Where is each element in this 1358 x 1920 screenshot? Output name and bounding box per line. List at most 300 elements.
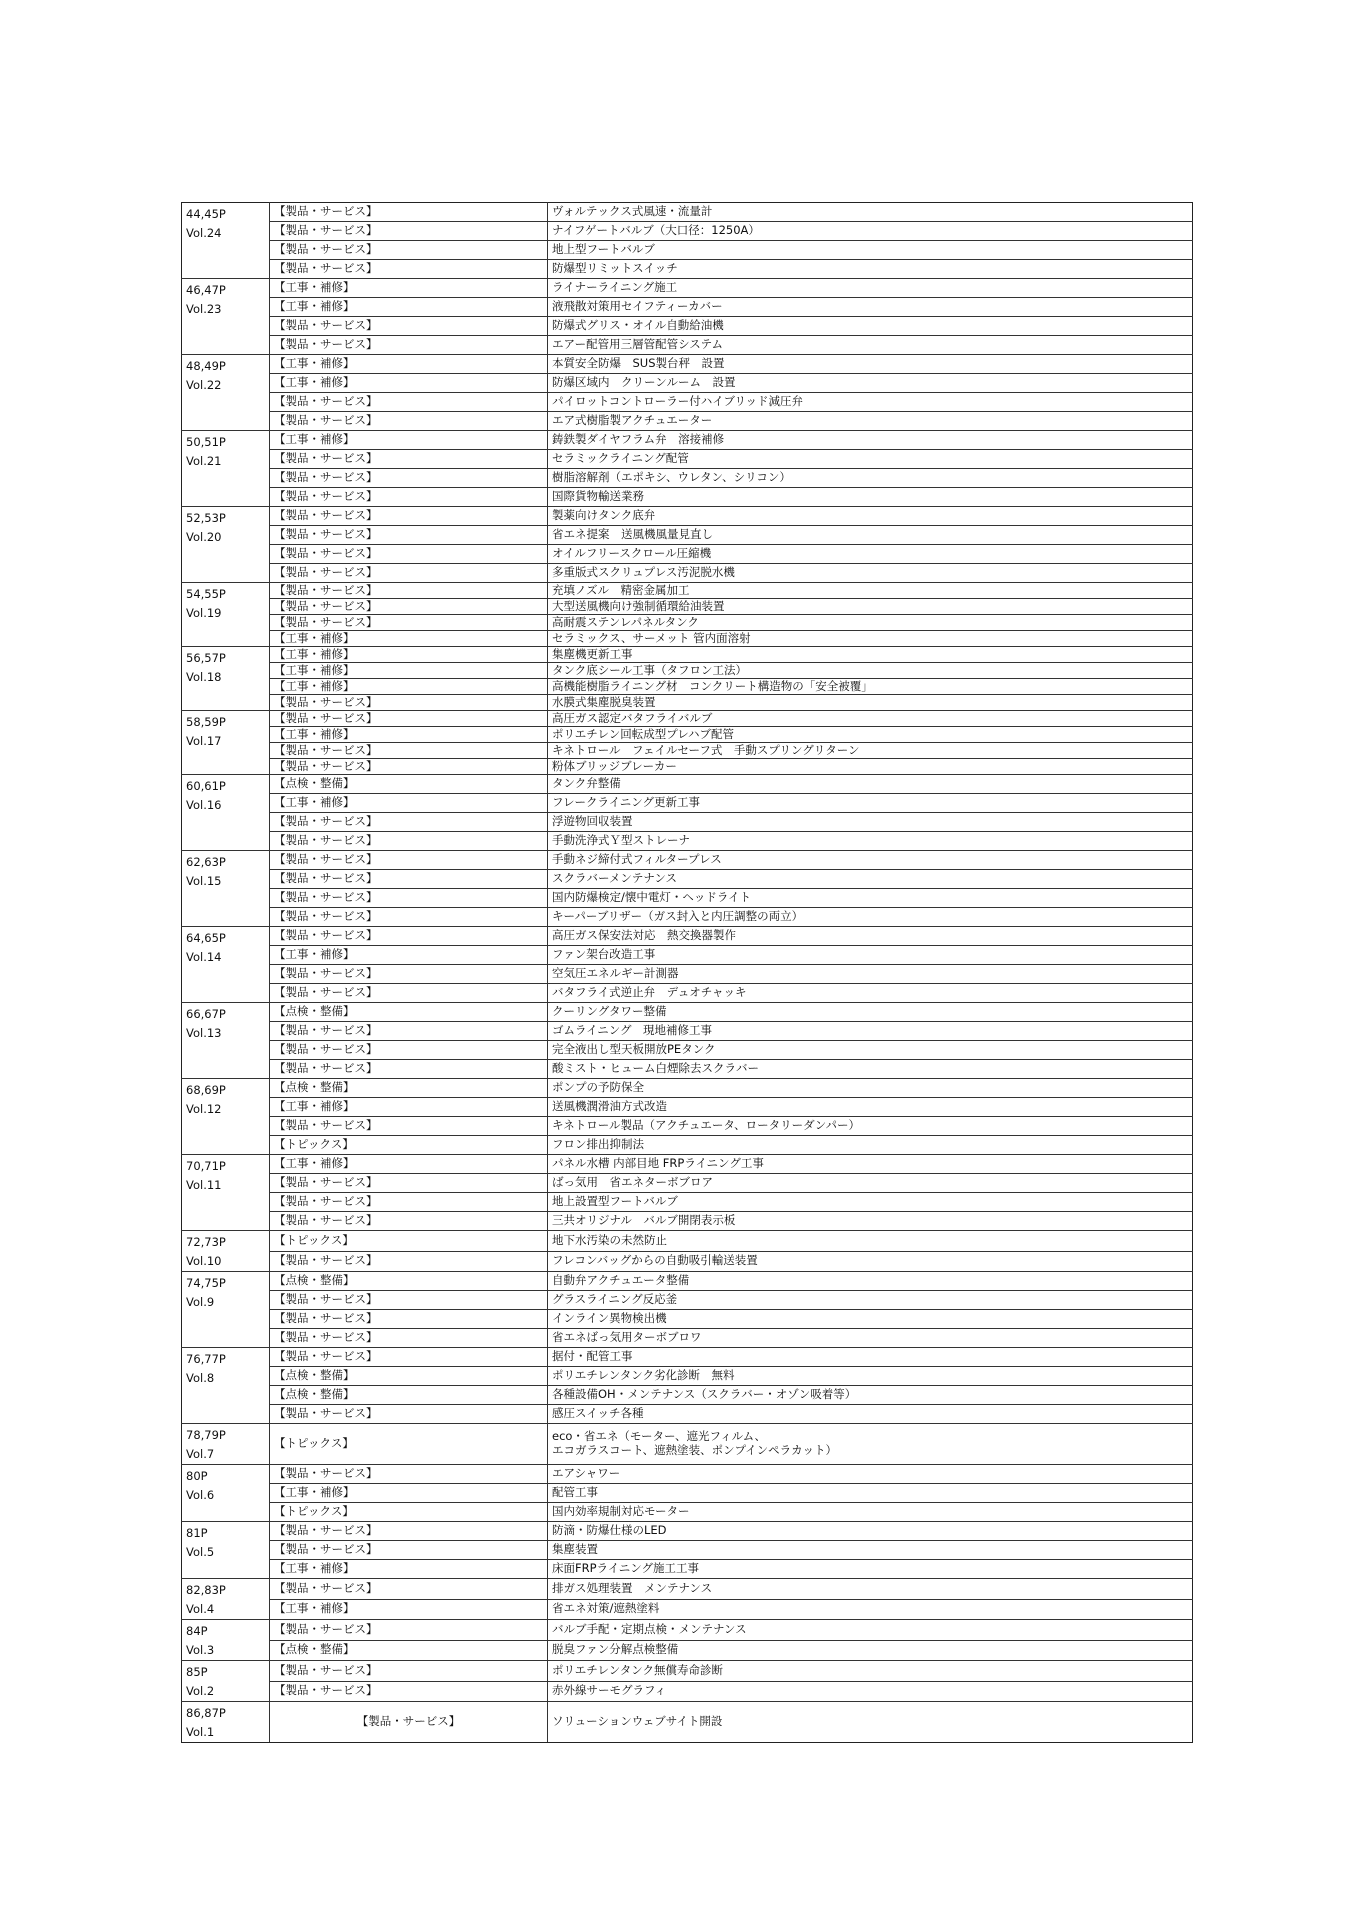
category-cell: 【トピックス】 — [270, 1136, 548, 1155]
table-row — [182, 1212, 1193, 1231]
volume-number: Vol.1 — [186, 1725, 215, 1739]
table-row — [182, 1424, 1193, 1465]
description-cell: 自動弁アクチュエータ整備 — [548, 1272, 1193, 1291]
page-volume-cell — [182, 1079, 270, 1155]
table-row — [182, 1329, 1193, 1348]
category-cell: 【工事・補修】 — [270, 1599, 548, 1620]
category-cell: 【製品・サービス】 — [270, 583, 548, 599]
description-cell: 樹脂溶解剤（エポキシ、ウレタン、シリコン） — [548, 469, 1193, 488]
table-row — [182, 1022, 1193, 1041]
page-range: 80P — [186, 1469, 208, 1483]
page-volume-cell — [182, 355, 270, 431]
category-cell: 【製品・サービス】 — [270, 1310, 548, 1329]
category-cell: 【製品・サービス】 — [270, 1041, 548, 1060]
description-cell: 感圧スイッチ各種 — [548, 1405, 1193, 1424]
table-row — [182, 1640, 1193, 1661]
category-cell: 【製品・サービス】 — [270, 965, 548, 984]
table-row — [182, 695, 1193, 711]
category-cell: 【製品・サービス】 — [270, 564, 548, 583]
category-cell: 【製品・サービス】 — [270, 1251, 548, 1272]
table-row — [182, 727, 1193, 743]
table-row — [182, 1405, 1193, 1424]
table-row — [182, 583, 1193, 599]
description-cell: 高圧ガス認定バタフライバルブ — [548, 711, 1193, 727]
table-row — [182, 851, 1193, 870]
volume-number: Vol.9 — [186, 1295, 215, 1309]
table-row — [182, 1367, 1193, 1386]
category-cell: 【工事・補修】 — [270, 946, 548, 965]
description-cell: 高耐震ステンレパネルタンク — [548, 615, 1193, 631]
description-cell: ヴォルテックス式風速・流量計 — [548, 203, 1193, 222]
table-row — [182, 1681, 1193, 1702]
description-cell: 地下水汚染の未然防止 — [548, 1231, 1193, 1252]
description-cell: 酸ミスト・ヒューム白煙除去スクラバー — [548, 1060, 1193, 1079]
category-cell: 【点検・整備】 — [270, 1640, 548, 1661]
volume-number: Vol.12 — [186, 1102, 222, 1116]
page-range: 66,67P — [186, 1007, 226, 1021]
volume-number: Vol.18 — [186, 670, 222, 684]
description-cell: 手動ネジ締付式フィルタープレス — [548, 851, 1193, 870]
category-cell: 【製品・サービス】 — [270, 260, 548, 279]
category-cell: 【工事・補修】 — [270, 431, 548, 450]
category-cell: 【製品・サービス】 — [270, 1620, 548, 1641]
description-cell: 各種設備OH・メンテナンス（スクラバー・オゾン吸着等） — [548, 1386, 1193, 1405]
table-row — [182, 260, 1193, 279]
page-volume-cell — [182, 927, 270, 1003]
description-cell: 配管工事 — [548, 1484, 1193, 1503]
table-row — [182, 832, 1193, 851]
category-cell: 【製品・サービス】 — [270, 1117, 548, 1136]
description-cell: 粉体ブリッジブレーカー — [548, 759, 1193, 775]
category-cell: 【製品・サービス】 — [270, 1291, 548, 1310]
table-row — [182, 1098, 1193, 1117]
table-row — [182, 1386, 1193, 1405]
volume-number: Vol.6 — [186, 1488, 215, 1502]
table-row — [182, 412, 1193, 431]
table-row — [182, 631, 1193, 647]
page-range: 72,73P — [186, 1235, 226, 1249]
table-row — [182, 241, 1193, 260]
table-row — [182, 1599, 1193, 1620]
table-row — [182, 1541, 1193, 1560]
page-range: 86,87P — [186, 1706, 226, 1720]
description-cell: 省エネばっ気用ターボブロワ — [548, 1329, 1193, 1348]
table-row — [182, 1310, 1193, 1329]
volume-number: Vol.17 — [186, 734, 222, 748]
category-cell: 【工事・補修】 — [270, 1560, 548, 1579]
volume-number: Vol.5 — [186, 1545, 215, 1559]
description-cell: エアー配管用三層管配管システム — [548, 336, 1193, 355]
category-cell: 【製品・サービス】 — [270, 222, 548, 241]
page-volume-cell — [182, 1272, 270, 1348]
page-volume-cell — [182, 1003, 270, 1079]
description-cell: 国際貨物輸送業務 — [548, 488, 1193, 507]
description-cell: キネトロール フェイルセーフ式 手動スプリングリターン — [548, 743, 1193, 759]
description-cell: 完全液出し型天板開放PEタンク — [548, 1041, 1193, 1060]
page-range: 68,69P — [186, 1083, 226, 1097]
table-row — [182, 203, 1193, 222]
back-issue-index-table — [181, 202, 1193, 1743]
description-cell: エアシャワー — [548, 1465, 1193, 1484]
description-cell: 液飛散対策用セイフティーカバー — [548, 298, 1193, 317]
description-cell: 据付・配管工事 — [548, 1348, 1193, 1367]
description-cell: 手動洗浄式Ｙ型ストレーナ — [548, 832, 1193, 851]
page-range: 81P — [186, 1526, 208, 1540]
category-cell: 【製品・サービス】 — [270, 1060, 548, 1079]
category-cell: 【製品・サービス】 — [270, 908, 548, 927]
page-range: 74,75P — [186, 1276, 226, 1290]
volume-number: Vol.11 — [186, 1178, 222, 1192]
category-cell: 【製品・サービス】 — [270, 813, 548, 832]
page-volume-cell — [182, 1702, 270, 1743]
description-cell: 床面FRPライニング施工工事 — [548, 1560, 1193, 1579]
volume-number: Vol.10 — [186, 1254, 222, 1268]
table-row — [182, 298, 1193, 317]
volume-number: Vol.7 — [186, 1447, 215, 1461]
description-cell: ゴムライニング 現地補修工事 — [548, 1022, 1193, 1041]
page-range: 70,71P — [186, 1159, 226, 1173]
category-cell: 【製品・サービス】 — [270, 1174, 548, 1193]
page-volume-cell — [182, 1231, 270, 1272]
description-cell: ソリューションウェブサイト開設 — [548, 1702, 1193, 1743]
page-range: 58,59P — [186, 715, 226, 729]
category-cell: 【点検・整備】 — [270, 1272, 548, 1291]
category-cell: 【トピックス】 — [270, 1231, 548, 1252]
description-cell: 防爆区域内 クリーンルーム 設置 — [548, 374, 1193, 393]
page-range: 44,45P — [186, 207, 226, 221]
table-row — [182, 1579, 1193, 1600]
table-row — [182, 450, 1193, 469]
table-row — [182, 1620, 1193, 1641]
category-cell: 【製品・サービス】 — [270, 450, 548, 469]
table-row — [182, 222, 1193, 241]
description-cell: バタフライ式逆止弁 デュオチャッキ — [548, 984, 1193, 1003]
table-row — [182, 317, 1193, 336]
page-range: 56,57P — [186, 651, 226, 665]
table-row — [182, 545, 1193, 564]
page-volume-cell — [182, 507, 270, 583]
page-range: 48,49P — [186, 359, 226, 373]
page-range: 76,77P — [186, 1352, 226, 1366]
category-cell: 【点検・整備】 — [270, 1003, 548, 1022]
description-cell: 水膜式集塵脱臭装置 — [548, 695, 1193, 711]
category-cell: 【製品・サービス】 — [270, 832, 548, 851]
volume-number: Vol.24 — [186, 226, 222, 240]
description-cell: 三共オリジナル バルブ開閉表示板 — [548, 1212, 1193, 1231]
description-cell: タンク弁整備 — [548, 775, 1193, 794]
description-cell: 防爆式グリス・オイル自動給油機 — [548, 317, 1193, 336]
table-row — [182, 1136, 1193, 1155]
table-row — [182, 870, 1193, 889]
category-cell: 【工事・補修】 — [270, 663, 548, 679]
category-cell: 【工事・補修】 — [270, 279, 548, 298]
table-row — [182, 794, 1193, 813]
description-cell: キーパーブリザー（ガス封入と内圧調整の両立） — [548, 908, 1193, 927]
table-row — [182, 1348, 1193, 1367]
page-volume-cell — [182, 431, 270, 507]
page-range: 52,53P — [186, 511, 226, 525]
table-row — [182, 743, 1193, 759]
page-volume-cell — [182, 1661, 270, 1702]
description-cell: 高機能樹脂ライニング材 コンクリート構造物の「安全被覆」 — [548, 679, 1193, 695]
category-cell: 【製品・サービス】 — [270, 545, 548, 564]
volume-number: Vol.2 — [186, 1684, 215, 1698]
category-cell: 【製品・サービス】 — [270, 759, 548, 775]
category-cell: 【製品・サービス】 — [270, 203, 548, 222]
page-volume-cell — [182, 1155, 270, 1231]
page-range: 82,83P — [186, 1583, 226, 1597]
description-cell: 送風機潤滑油方式改造 — [548, 1098, 1193, 1117]
page-volume-cell — [182, 851, 270, 927]
page-range: 64,65P — [186, 931, 226, 945]
description-cell: バルブ手配・定期点検・メンテナンス — [548, 1620, 1193, 1641]
description-cell: ポリエチレンタンク無償寿命診断 — [548, 1661, 1193, 1682]
description-cell: フレークライニング更新工事 — [548, 794, 1193, 813]
page-range: 78,79P — [186, 1428, 226, 1442]
table-row — [182, 1702, 1193, 1743]
table-row — [182, 336, 1193, 355]
category-cell: 【製品・サービス】 — [270, 317, 548, 336]
category-cell: 【製品・サービス】 — [270, 743, 548, 759]
page-volume-cell — [182, 279, 270, 355]
description-cell: ポリエチレン回転成型プレハブ配管 — [548, 727, 1193, 743]
category-cell: 【トピックス】 — [270, 1424, 548, 1465]
volume-number: Vol.14 — [186, 950, 222, 964]
table-row — [182, 1193, 1193, 1212]
category-cell: 【製品・サービス】 — [270, 412, 548, 431]
description-cell: 大型送風機向け強制循環給油装置 — [548, 599, 1193, 615]
table-row — [182, 759, 1193, 775]
table-row — [182, 946, 1193, 965]
category-cell: 【点検・整備】 — [270, 1386, 548, 1405]
category-cell: 【製品・サービス】 — [270, 1541, 548, 1560]
table-row — [182, 393, 1193, 412]
category-cell: 【製品・サービス】 — [270, 1348, 548, 1367]
page-range: 62,63P — [186, 855, 226, 869]
table-row — [182, 1079, 1193, 1098]
table-row — [182, 1661, 1193, 1682]
table-row — [182, 647, 1193, 663]
category-cell: 【工事・補修】 — [270, 647, 548, 663]
table-row — [182, 507, 1193, 526]
description-cell: ライナーライニング施工 — [548, 279, 1193, 298]
page-volume-cell — [182, 1465, 270, 1522]
category-cell: 【製品・サービス】 — [270, 526, 548, 545]
description-cell: セラミックライニング配管 — [548, 450, 1193, 469]
description-cell: セラミックス、サーメット 管内面溶射 — [548, 631, 1193, 647]
volume-number: Vol.15 — [186, 874, 222, 888]
volume-number: Vol.8 — [186, 1371, 215, 1385]
category-cell: 【工事・補修】 — [270, 298, 548, 317]
volume-number: Vol.19 — [186, 606, 222, 620]
description-cell: パイロットコントローラー付ハイブリッド減圧弁 — [548, 393, 1193, 412]
table-row — [182, 469, 1193, 488]
category-cell: 【製品・サービス】 — [270, 488, 548, 507]
description-cell: 防爆型リミットスイッチ — [548, 260, 1193, 279]
description-cell: 地上型フートバルブ — [548, 241, 1193, 260]
category-cell: 【製品・サービス】 — [270, 889, 548, 908]
category-cell: 【工事・補修】 — [270, 374, 548, 393]
category-cell: 【工事・補修】 — [270, 794, 548, 813]
description-cell: ナイフゲートバルブ（大口径：1250A） — [548, 222, 1193, 241]
category-cell: 【工事・補修】 — [270, 631, 548, 647]
description-cell: ポリエチレンタンク劣化診断 無料 — [548, 1367, 1193, 1386]
table-row — [182, 908, 1193, 927]
page-volume-cell — [182, 1522, 270, 1579]
volume-number: Vol.22 — [186, 378, 222, 392]
volume-number: Vol.23 — [186, 302, 222, 316]
description-cell: 高圧ガス保安法対応 熱交換器製作 — [548, 927, 1193, 946]
description-cell: 空気圧エネルギー計測器 — [548, 965, 1193, 984]
category-cell: 【製品・サービス】 — [270, 1212, 548, 1231]
category-cell: 【工事・補修】 — [270, 727, 548, 743]
description-cell: フレコンバッグからの自動吸引輸送装置 — [548, 1251, 1193, 1272]
table-row — [182, 775, 1193, 794]
description-cell: キネトロール製品（アクチュエータ、ロータリーダンパー） — [548, 1117, 1193, 1136]
page-volume-cell — [182, 1424, 270, 1465]
table-row — [182, 1522, 1193, 1541]
category-cell: 【トピックス】 — [270, 1503, 548, 1522]
table-row — [182, 813, 1193, 832]
description-cell: オイルフリースクロール圧縮機 — [548, 545, 1193, 564]
description-cell: ポンプの予防保全 — [548, 1079, 1193, 1098]
description-cell — [548, 1424, 1193, 1465]
category-cell: 【製品・サービス】 — [270, 599, 548, 615]
category-cell: 【製品・サービス】 — [270, 711, 548, 727]
category-cell: 【製品・サービス】 — [270, 1522, 548, 1541]
category-cell: 【製品・サービス】 — [270, 927, 548, 946]
category-cell: 【製品・サービス】 — [270, 1022, 548, 1041]
page-volume-cell — [182, 1348, 270, 1424]
table-row — [182, 679, 1193, 695]
category-cell: 【製品・サービス】 — [270, 336, 548, 355]
table-row — [182, 599, 1193, 615]
page-range: 46,47P — [186, 283, 226, 297]
table-row — [182, 374, 1193, 393]
description-cell: 集塵機更新工事 — [548, 647, 1193, 663]
category-cell: 【製品・サービス】 — [270, 1702, 548, 1743]
category-cell: 【製品・サービス】 — [270, 1681, 548, 1702]
table-row — [182, 1041, 1193, 1060]
category-cell: 【製品・サービス】 — [270, 1661, 548, 1682]
description-cell: 鋳鉄製ダイヤフラム弁 溶接補修 — [548, 431, 1193, 450]
category-cell: 【製品・サービス】 — [270, 507, 548, 526]
category-cell: 【工事・補修】 — [270, 1098, 548, 1117]
description-cell: クーリングタワー整備 — [548, 1003, 1193, 1022]
table-row — [182, 431, 1193, 450]
table-row — [182, 1003, 1193, 1022]
description-cell: フロン排出抑制法 — [548, 1136, 1193, 1155]
description-cell: エア式樹脂製アクチュエーター — [548, 412, 1193, 431]
table-row — [182, 1117, 1193, 1136]
table-row — [182, 1484, 1193, 1503]
category-cell: 【製品・サービス】 — [270, 1193, 548, 1212]
page-volume-cell — [182, 647, 270, 711]
volume-number: Vol.21 — [186, 454, 222, 468]
description-cell: 排ガス処理装置 メンテナンス — [548, 1579, 1193, 1600]
page-volume-cell — [182, 1620, 270, 1661]
volume-number: Vol.20 — [186, 530, 222, 544]
table-row — [182, 927, 1193, 946]
volume-number: Vol.16 — [186, 798, 222, 812]
table-row — [182, 1174, 1193, 1193]
page-volume-cell — [182, 1579, 270, 1620]
description-cell: 多重版式スクリュプレス汚泥脱水機 — [548, 564, 1193, 583]
category-cell: 【製品・サービス】 — [270, 1405, 548, 1424]
page-range: 50,51P — [186, 435, 226, 449]
table-row — [182, 711, 1193, 727]
category-cell: 【製品・サービス】 — [270, 615, 548, 631]
description-cell: 省エネ提案 送風機風量見直し — [548, 526, 1193, 545]
page-volume-cell — [182, 583, 270, 647]
description-cell: 充填ノズル 精密金属加工 — [548, 583, 1193, 599]
volume-number: Vol.13 — [186, 1026, 222, 1040]
table-row — [182, 889, 1193, 908]
table-row — [182, 1251, 1193, 1272]
page-range: 60,61P — [186, 779, 226, 793]
description-cell: 本質安全防爆 SUS製台秤 設置 — [548, 355, 1193, 374]
table-row — [182, 526, 1193, 545]
description-cell: パネル水槽 内部目地 FRPライニング工事 — [548, 1155, 1193, 1174]
description-cell: グラスライニング反応釜 — [548, 1291, 1193, 1310]
page-volume-cell — [182, 711, 270, 775]
description-line: エコガラスコート、遮熱塗装、ポンプインペラカット） — [552, 1443, 837, 1457]
description-cell: 省エネ対策/遮熱塗料 — [548, 1599, 1193, 1620]
description-cell: 浮遊物回収装置 — [548, 813, 1193, 832]
description-cell: 製薬向けタンク底弁 — [548, 507, 1193, 526]
category-cell: 【工事・補修】 — [270, 679, 548, 695]
category-cell: 【工事・補修】 — [270, 355, 548, 374]
table-row — [182, 564, 1193, 583]
volume-number: Vol.3 — [186, 1643, 215, 1657]
table-row — [182, 1155, 1193, 1174]
table-row — [182, 663, 1193, 679]
category-cell: 【製品・サービス】 — [270, 984, 548, 1003]
category-cell: 【製品・サービス】 — [270, 241, 548, 260]
table-row — [182, 1291, 1193, 1310]
table-row — [182, 1560, 1193, 1579]
description-cell: 地上設置型フートバルブ — [548, 1193, 1193, 1212]
page-range: 85P — [186, 1665, 208, 1679]
table-row — [182, 488, 1193, 507]
page-range: 54,55P — [186, 587, 226, 601]
description-cell: 脱臭ファン分解点検整備 — [548, 1640, 1193, 1661]
category-cell: 【製品・サービス】 — [270, 695, 548, 711]
description-cell: 防滴・防爆仕様のLED — [548, 1522, 1193, 1541]
table-row — [182, 1231, 1193, 1252]
description-cell: スクラバーメンテナンス — [548, 870, 1193, 889]
description-cell: タンク底シール工事（タフロン工法） — [548, 663, 1193, 679]
category-cell: 【製品・サービス】 — [270, 851, 548, 870]
category-cell: 【工事・補修】 — [270, 1484, 548, 1503]
page-range: 84P — [186, 1624, 208, 1638]
table-row — [182, 279, 1193, 298]
description-cell: ばっ気用 省エネターボブロア — [548, 1174, 1193, 1193]
volume-number: Vol.4 — [186, 1602, 215, 1616]
description-cell: 集塵装置 — [548, 1541, 1193, 1560]
table-row — [182, 1272, 1193, 1291]
page-volume-cell — [182, 775, 270, 851]
description-cell: ファン架台改造工事 — [548, 946, 1193, 965]
description-cell: 国内防爆検定/懐中電灯・ヘッドライト — [548, 889, 1193, 908]
table-row — [182, 1060, 1193, 1079]
category-cell: 【点検・整備】 — [270, 775, 548, 794]
description-cell: インライン異物検出機 — [548, 1310, 1193, 1329]
table-row — [182, 965, 1193, 984]
category-cell: 【製品・サービス】 — [270, 870, 548, 889]
category-cell: 【工事・補修】 — [270, 1155, 548, 1174]
category-cell: 【点検・整備】 — [270, 1367, 548, 1386]
